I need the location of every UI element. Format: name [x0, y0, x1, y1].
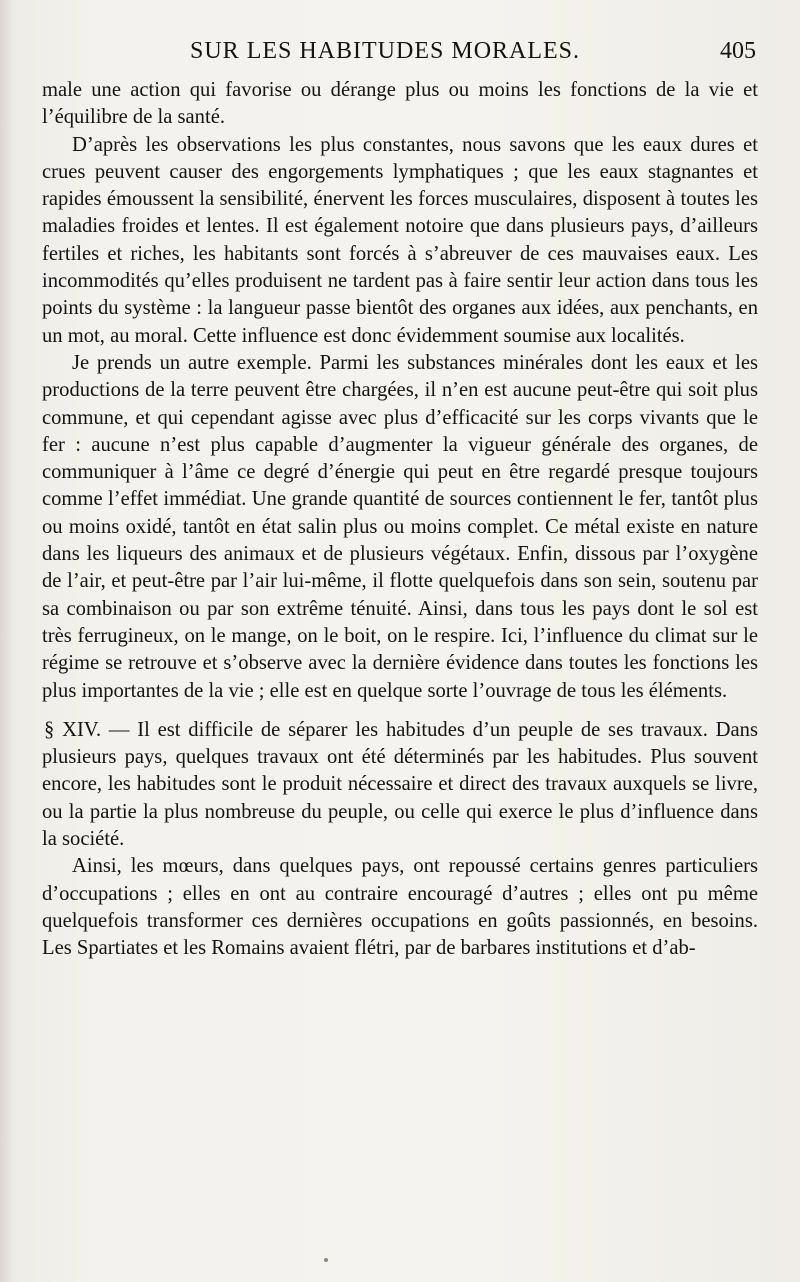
paragraph-customs: Ainsi, les mœurs, dans quelques pays, ont repoussé certains genres particuliers d’occupations ; elles en ont au contraire encouragé d’autres ; elles ont pu même quelquefois transformer ces dernières occupations en goûts passionnés, en besoins. Les Spartiates et les Romains avaient flétri, par de barbares institutions et d’ab-	[42, 855, 758, 960]
print-speck	[324, 1258, 328, 1262]
paragraph-continuation: male une action qui favorise ou dérange plus ou moins les fonctions de la vie et l’équilibre de la santé.	[42, 79, 758, 129]
page-gutter-shadow	[0, 0, 14, 1282]
paragraph-section-xiv: § XIV. — Il est difficile de séparer les habitudes d’un peuple de ses travaux. Dans plusieurs pays, quelques travaux ont été déterminés par les habitudes. Plus souvent encore, les habitudes sont le produit nécessaire et direct des travaux auxquels se livre, ou la partie la plus nombreuse du peuple, ou celle qui exerce le plus d’influence dans la société.	[42, 718, 758, 851]
body-text	[42, 77, 758, 963]
page-number: 405	[720, 38, 756, 64]
paragraph-iron: Je prends un autre exemple. Parmi les substances minérales dont les eaux et les productions de la terre peuvent être chargées, il n’en est aucune peut-être qui soit plus commune, et qui cependant agisse avec plus d’efficacité sur les corps vivants que le fer : aucune n’est plus capable d’augmenter la vigueur générale des organes, de communiquer à l’âme ce degré d’énergie qui peut en être regardé presque toujours comme l’effet immédiat. Une grande quantité de sources contiennent le fer, tantôt plus ou moins oxidé, tantôt en état salin plus ou moins complet. Ce métal existe en nature dans les liqueurs des animaux et de plusieurs végétaux. Enfin, dissous par l’oxygène de l’air, et peut-être par l’air lui-même, il flotte quelquefois dans son sein, soutenu par sa combinaison ou par son extrême ténuité. Ainsi, dans tous les pays dont le sol est très ferrugineux, on le mange, on le boit, on le respire. Ici, l’influence du climat sur le régime se retrouve et s’observe avec la dernière évidence dans toutes les fonctions les plus importantes de la vie ; elle est en quelque sorte l’ouvrage de tous les éléments.	[42, 351, 758, 702]
page-header	[40, 38, 756, 72]
running-title: SUR LES HABITUDES MORALES.	[190, 38, 581, 64]
paragraph-waters: D’après les observations les plus constantes, nous savons que les eaux dures et crues peuvent causer des engorgements lymphatiques ; que les eaux stagnantes et rapides émoussent la sensibilité, énervent les forces musculaires, disposent à toutes les maladies froides et lentes. Il est également notoire que dans plusieurs pays, d’ailleurs fertiles et riches, les habitants sont forcés à s’abreuver de ces mauvaises eaux. Les incommodités qu’elles produisent ne tardent pas à faire sentir leur action dans tous les points du système : la langueur passe bientôt des organes aux idées, aux penchants, en un mot, au moral. Cette influence est donc évidemment soumise aux localités.	[42, 133, 758, 347]
